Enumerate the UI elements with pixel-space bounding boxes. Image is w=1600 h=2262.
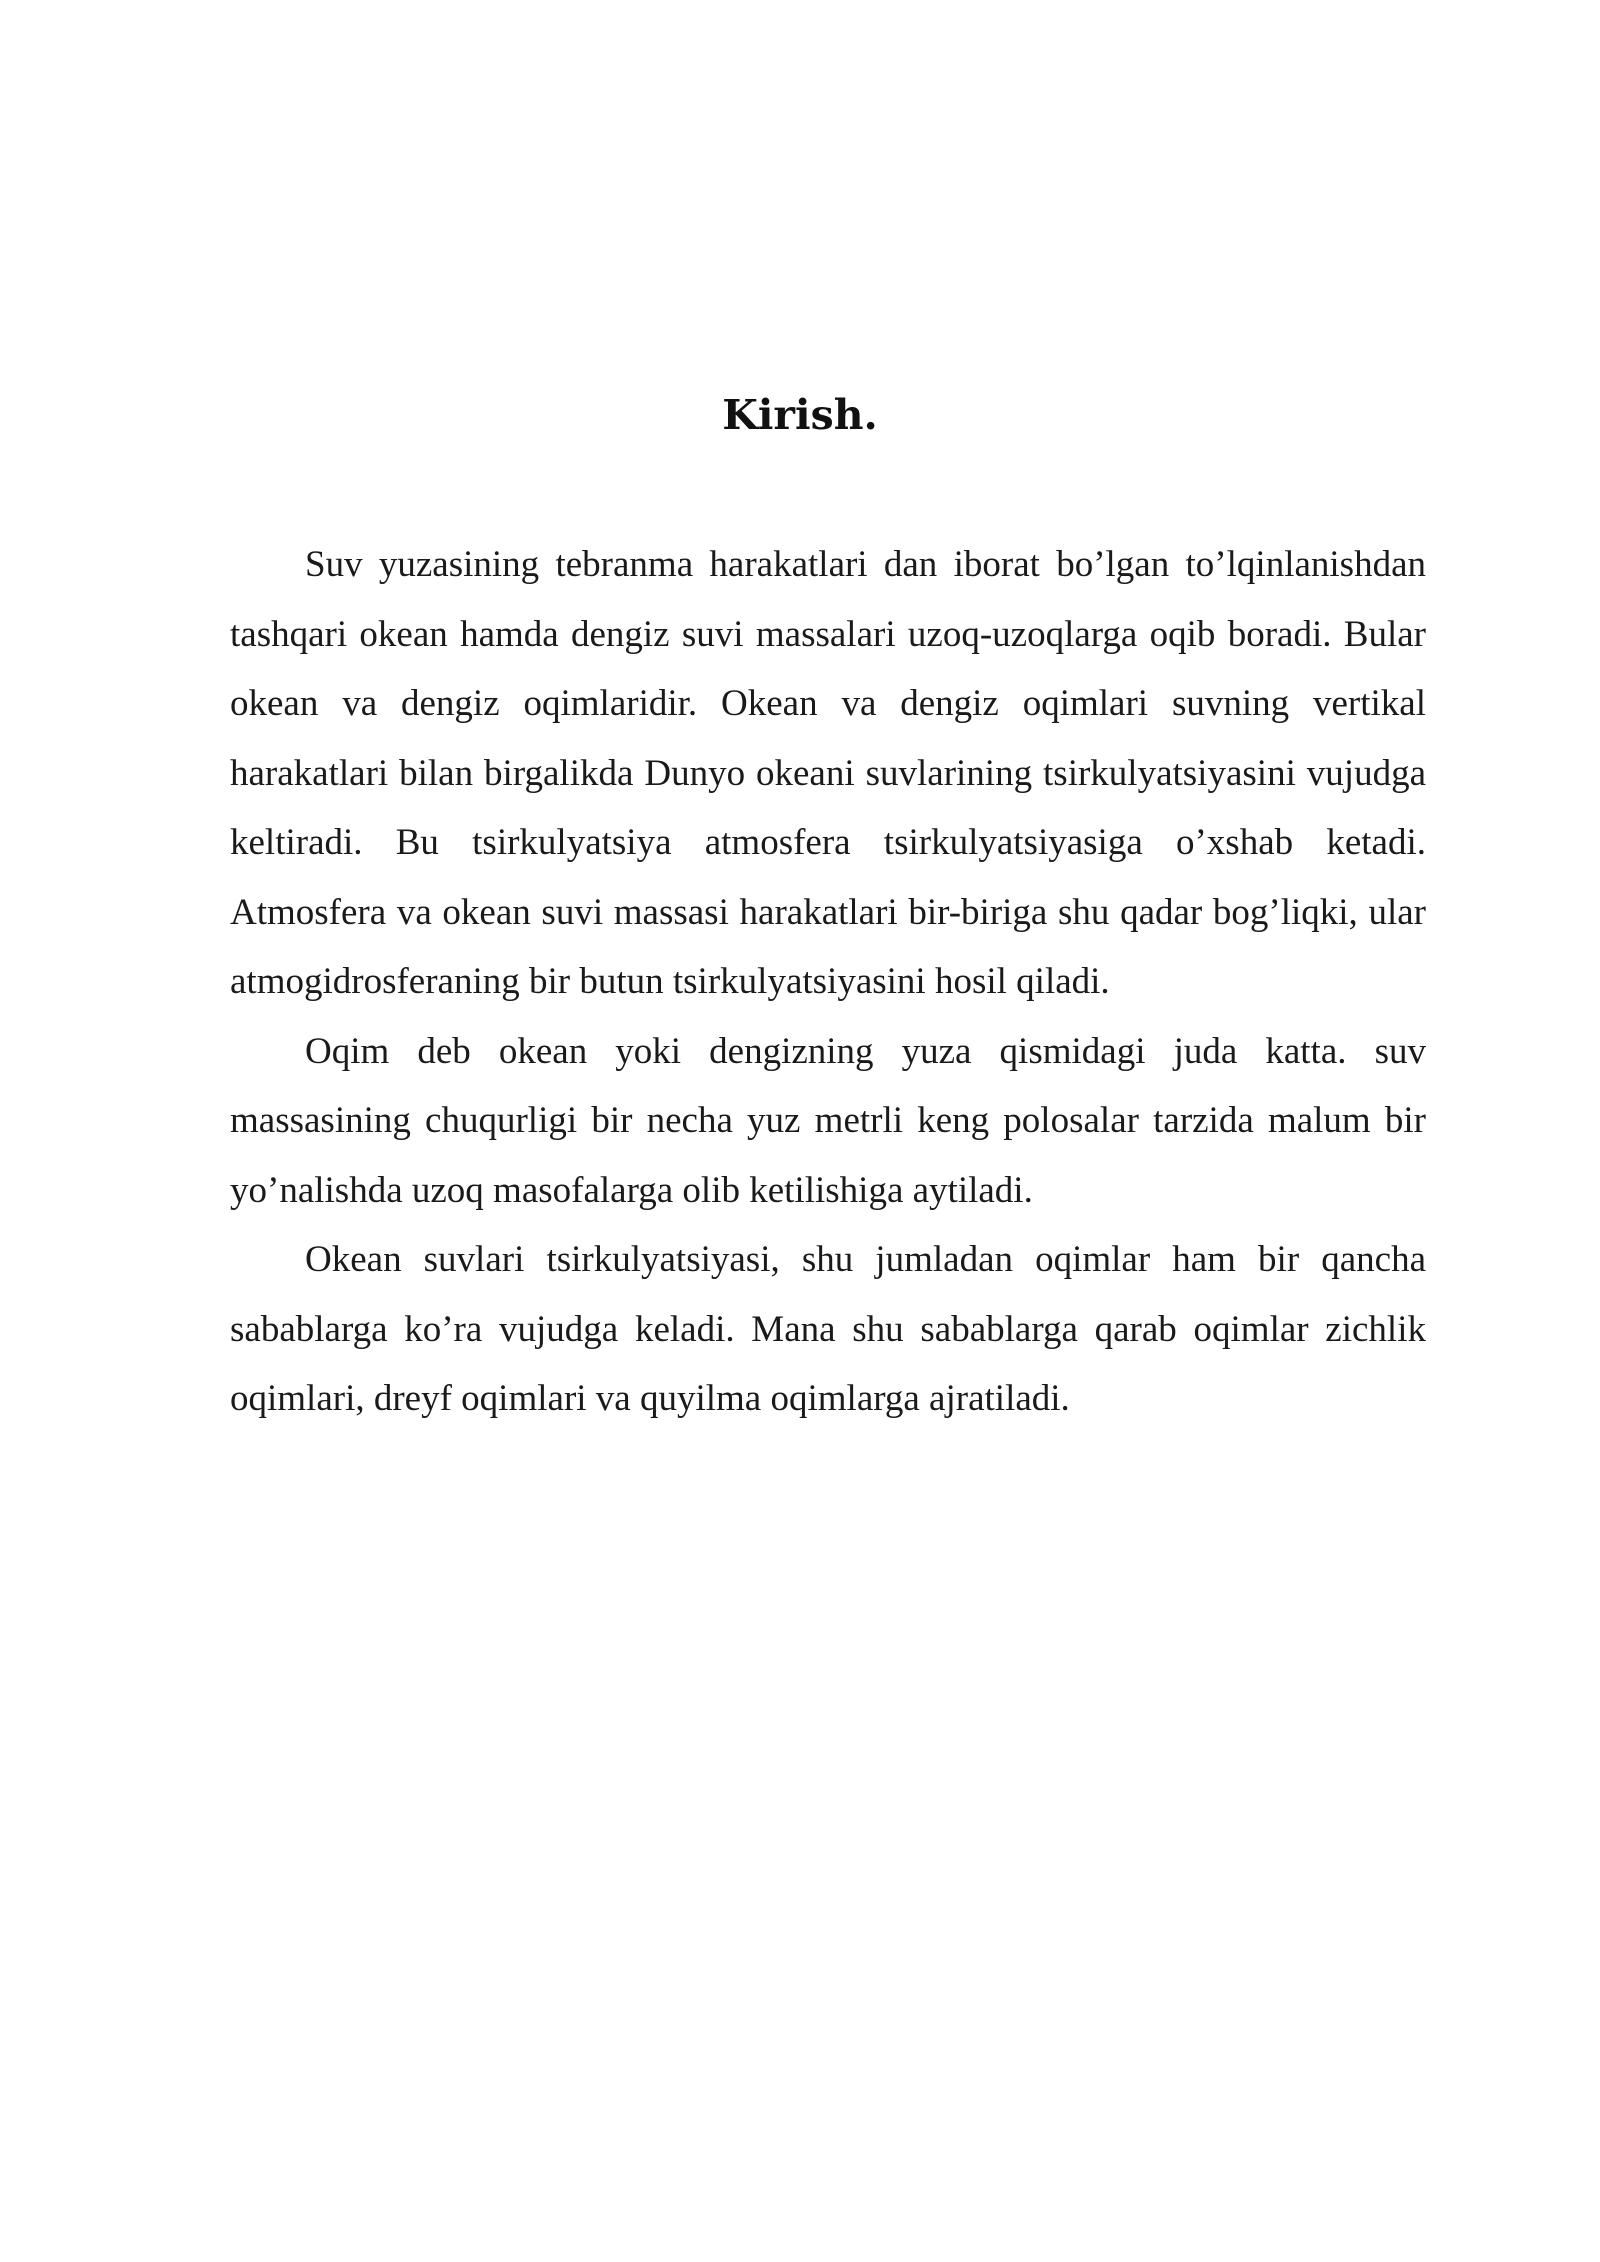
paragraph: Oqim deb okean yoki dengizning yuza qismidagi juda katta. suv massasining chuqurligi bir necha yuz metrli keng polosalar tarzida malum bir yo’nalishda uzoq masofalarga olib ketilishiga aytiladi. [230,1030,1426,1211]
document-body [230,530,1426,1434]
page-title: Kirish. [722,391,878,439]
paragraph: Okean suvlari tsirkulyatsiyasi, shu jumladan oqimlar ham bir qancha sabablarga ko’ra vujudga keladi. Mana shu sabablarga qarab oqimlar zichlik oqimlari, dreyf oqimlari va quyilma oqimlarga ajratiladi. [230,1239,1426,1419]
paragraph: Suv yuzasining tebranma harakatlari dan iborat bo’lgan to’lqinlanishdan tashqari okean hamda dengiz suvi massalari uzoq-uzoqlarga oqib boradi. Bular okean va dengiz oqimlaridir. Okean va dengiz oqimlari suvning vertikal harakatlari bilan birgalikda Dunyo okeani suvlarining tsirkulyatsiyasini vujudga keltiradi. Bu tsirkulyatsiya atmosfera tsirkulyatsiyasiga o’xshab ketadi. Atmosfera va okean suvi massasi harakatlari bir-biriga shu qadar bog’liqki, ular atmogidrosferaning bir butun tsirkulyatsiyasini hosil qiladi. [230,544,1426,1002]
